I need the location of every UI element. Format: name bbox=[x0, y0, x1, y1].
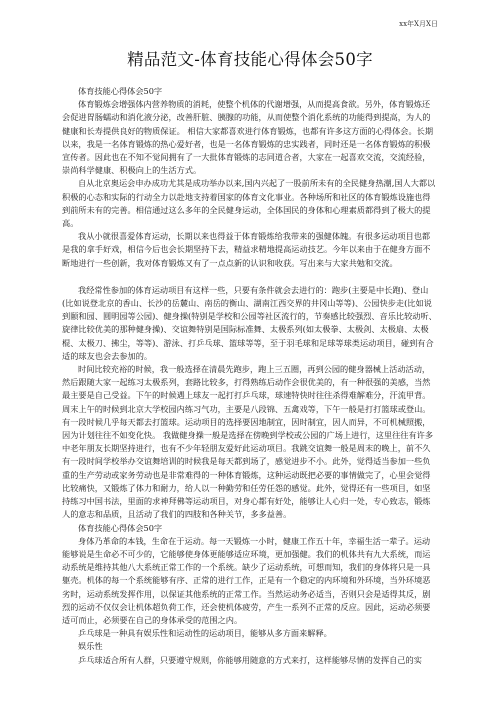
paragraph: 我从小就很喜爱体育运动，长期以来也得益于体育锻炼给我带来的强健体魄。有很多运动项目也都是我的拿手好戏，相信今后也会长期坚持下去，精益求精地提高运动技艺。今年以来由于在健身方面不断地进行一些创新，我对体育锻炼又有了一点点新的认识和收获。写出来与大家共勉和交流。 bbox=[62, 231, 431, 268]
section-heading: 体育技能心得体会50字 bbox=[78, 86, 163, 96]
paragraph: 自从北京奥运会申办成功尤其是成功举办以来,国内兴起了一股前所未有的全民健身热潮,国人大都以积极的心态和实际的行动全力以赴地支持着国家的体育文化事业。各种场所和社区的体育锻炼设施也得到前所未有的完善。相信通过这么多年的全民健身运动，全体国民的身体和心理素质都得到了极大的提高。 bbox=[62, 178, 436, 229]
paragraph: 体育锻炼会增强体内营养物质的消耗，使整个机体的代谢增强，从而提高食欲。另外，体育锻炼还会促进胃肠蠕动和消化液分泌，改善肝脏、胰腺的功能，从而使整个消化系统的功能得到提高，为人的健康和长寿提供良好的物质保证。 相信大家都喜欢进行体育锻炼，也都有许多这方面的心得体会。长期以来，我是一名体育锻炼的热心爱好者，也是一名体育锻炼的忠实践者，同时还是一名体育锻炼的积极宣传者。因此也在不知不觉间拥有了一大批体育锻炼的志同道合者，大家在一起喜欢交流，交流经验，崇尚科学健康、积极向上的生活方式。 bbox=[62, 99, 434, 176]
paragraph: 身体乃革命的本钱，生命在于运动。每一天锻炼一小时，健康工作五十年，幸福生活一辈子。运动能够说是生命必不可少的，它能够使身体更能够适应环境，更加强健。我们的机体共有九大系统，而运动系统是维持其他八大系统正常工作的一个系统。缺少了运动系统，可想而知，我们的身体将只是一具躯壳。机体的每一个系统能够有序、正常的进行工作，正是有一个稳定的内环境和外环境，当外环境恶劣时，运动系统发挥作用，以保证其他系统的正常工作。当然运动务必适当，否则只会是适得其反，剧烈的运动不仅仅会让机体超负荷工作，还会使机体疲劳，产生一系列不正常的反应。因此，运动必须要适可而止，必须要在自己的身体承受的范围之内。 bbox=[62, 535, 431, 625]
paragraph: 我经常性参加的体育运动项目有这样一些，只要有条件就会去进行的：跑步(主要是中长跑)、登山(比如说登北京的香山、长沙的岳麓山、南岳的衡山、湖南江西交界的井冈山等等)、公园快步走(比如说到颐和园、圆明园等公园)、健身操(特别是学校和公园等社区流行的，节奏感比较强烈、音乐比较动听、旋律比较优美的那种健身操)、交谊舞特别是国际标准舞、太极系列(如太极拳、太极剑、太极扇、太极棍、太极刀、拂尘，等等)、游泳、打乒乓球、篮球等等，至于羽毛球和足球等球类运动项目，碰到有合适的球友也会去参加的。 bbox=[62, 284, 437, 361]
document-body bbox=[62, 85, 438, 667]
paragraph: 时间比较充裕的时候，我一般选择在清晨先跑步，跑上三五圈，再到公园的健身器械上活动活动，然后跟随大家一起练习太极系列，套路比较多，打得熟练后动作会很优美的，有一种很强的美感，当然最主要是自己受益。下午的时候遇上球友一起打打乒乓球，球速特快时往往杀得难解难分，汗流甲背。周末上午的时候到北京大学校园内练习气功，主要是八段锦、五禽戏等，下午一般是打打篮球或登山。有一段时候几乎每天都去打篮球。运动项目的选择要因地制宜，因时制宜，因人而异，不可机械照搬，因为计划往往不如变化快。 我做健身操一般是选择在傍晚到学校或公园的广场上进行，这里往往有许多中老年朋友长期坚持进行，也有不少年轻朋友爱好此运动项目。我跳交谊舞一般是周末的晚上，前不久有一段时间学校举办交谊舞培训的时候我是每天都到场了，感觉进步不小。此外，觉得适当参加一些负重的生产劳动或家务劳动也是非常难得的一种体育锻炼，这种运动既把必要的事情做完了，心里会觉得比较痛快，又锻炼了体力和耐力，给人以一种勤劳和任劳任怨的感觉。此外，觉得还有一些项目，如坚持练习中国书法，里面的求神拜佛等运动项目，对身心都有好处，能够让人心归一处，专心致志，锻炼人的意志和品质，且活动了我们的四肢和各种关节，多多益善。 bbox=[62, 364, 434, 520]
section-heading: 体育技能心得体会50字 bbox=[78, 522, 163, 533]
subheading: 娱乐性 bbox=[78, 641, 103, 652]
document-title: 精品范文-体育技能心得体会50字 bbox=[127, 50, 373, 69]
paragraph: 乒乓球是一种具有娱乐性和运动性的运动项目，能够从多方面来解释。 bbox=[78, 628, 332, 639]
header-date: xx年X月X日 bbox=[399, 20, 438, 28]
paragraph: 乒乓球适合所有人群，只要遵守规则，你能够用随意的方式来打，这样能够尽情的发挥自己的实 bbox=[78, 654, 422, 665]
